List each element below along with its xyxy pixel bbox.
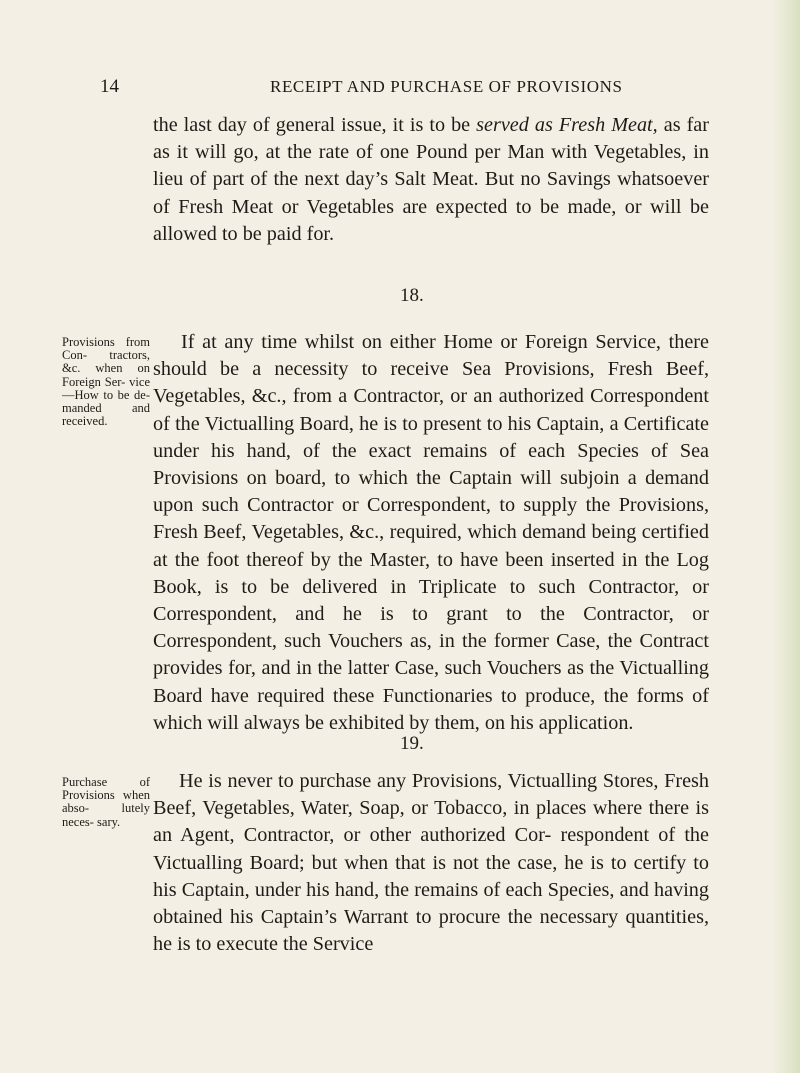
continuation-text-1: the last day of general issue, it is to be [153, 114, 477, 136]
page-header [100, 76, 720, 100]
page-number: 14 [100, 76, 119, 97]
marginal-note-18: Provisions from Con- tractors, &c. when on Foreign Ser- vice—How to be de- manded and received. [62, 335, 150, 429]
page-edge-shadow [772, 0, 800, 1073]
continuation-emphasis: served as Fresh Meat, [476, 114, 658, 136]
marginal-note-19: Purchase of Provisions when abso- lutely neces- sary. [62, 775, 150, 829]
continuation-paragraph [153, 112, 709, 248]
running-title: RECEIPT AND PURCHASE OF PROVISIONS [270, 77, 623, 96]
section-18-paragraph: If at any time whilst on either Home or Foreign Service, there should be a necessity to receive Sea Provisions, Fresh Beef, Vegetables, &c., from a Contractor, or an authorized Correspondent of the Victualling Board, he is to present to his Captain, a Certificate under his hand, of the exact remains of each Species of Sea Provisions on board, to which the Captain will subjoin a demand upon such Contractor or Correspondent, to supply the Provisions, Fresh Beef, Vegetables, &c., required, which demand being certified at the foot thereof by the Master, to have been inserted in the Log Book, is to be delivered in Triplicate to such Contractor, or Correspondent, and he is to grant to the Contractor, or Correspondent, such Vouchers as, in the former Case, the Contract provides for, and in the latter Case, such Vouchers as the Victualling Board have required these Functionaries to produce, the forms of which will always be exhibited by them, on his application. [153, 331, 709, 734]
continuation-text-2: as far as it will go, at the rate of one Pound per Man with Vegetables, in lieu of part of the next day’s Salt Meat. But no Savings whatsoever of Fresh Meat or Vegetables are expected to be made, or will be allowed to be paid for. [153, 114, 709, 245]
section-number-19: 19. [400, 733, 424, 754]
section-number-18: 18. [400, 285, 424, 306]
section-19-paragraph: He is never to purchase any Provisions, Victualling Stores, Fresh Beef, Vegetables, Water, Soap, or Tobacco, in places where there is an Agent, Contractor, or other authorized Cor- respondent of the Victualling Board; but when that is not the case, he is to certify to his Captain, under his hand, the remains of each Species, and having obtained his Captain’s Warrant to procure the necessary quantities, he is to execute the Service [153, 770, 709, 956]
